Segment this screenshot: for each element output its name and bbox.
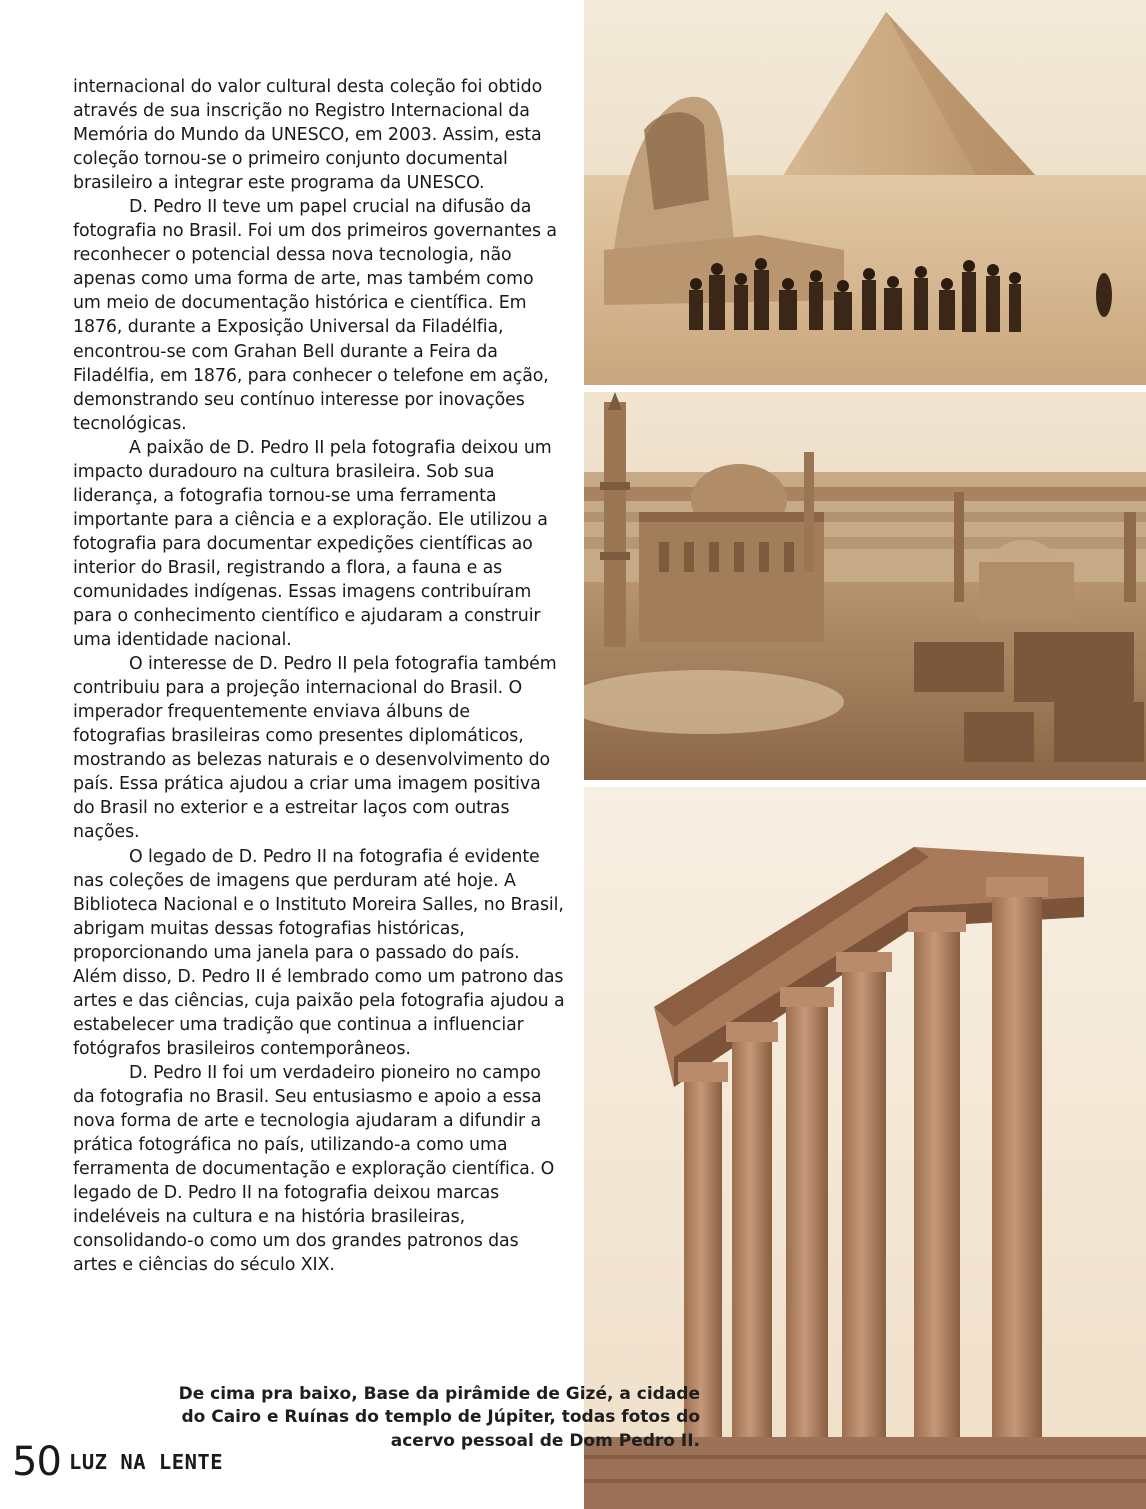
paragraph: internacional do valor cultural desta coleção foi obtido através de sua inscrição no Registro Internacional da Memória do Mundo da UNESCO, em 2003. Assim, esta coleção tornou-se o primeiro conjunto documental brasileiro a integrar este programa da UNESCO. xyxy=(73,77,543,194)
paragraph: D. Pedro II foi um verdadeiro pioneiro no campo da fotografia no Brasil. Seu entusiasmo e apoio a essa nova forma de arte e tecnologia ajudaram a difundir a prática fotográfica no país, utilizando-a como uma ferramenta de documentação e exploração científica. O legado de D. Pedro II na fotografia deixou marcas indeléveis na cultura e na história brasileiras, consolidando-o como um dos grandes patronos das artes e ciências do século XIX. xyxy=(73,1062,555,1276)
photo-caption xyxy=(130,1383,700,1453)
article-body xyxy=(73,75,565,1277)
paragraph: O legado de D. Pedro II na fotografia é evidente nas coleções de imagens que perduram até hoje. A Biblioteca Nacional e o Instituto Moreira Salles, no Brasil, abrigam muitas dessas fotografias históricas, proporcionando uma janela para o passado do país. Além disso, D. Pedro II é lembrado como um patrono das artes e das ciências, cuja paixão pela fotografia ajudou a estabelecer uma tradição que continua a influenciar fotógrafos brasileiros contemporâneos. xyxy=(73,846,565,1059)
paragraph: O interesse de D. Pedro II pela fotografia também contribuiu para a projeção internacional do Brasil. O imperador frequentemente enviava álbuns de fotografias brasileiras como presentes diplomáticos, mostrando as belezas naturais e o desenvolvimento do país. Essa prática ajudou a criar uma imagem positiva do Brasil no exterior e a estreitar laços com outras nações. xyxy=(73,654,557,843)
paragraph: D. Pedro II teve um papel crucial na difusão da fotografia no Brasil. Foi um dos primeiros governantes a reconhecer o potencial dessa nova tecnologia, não apenas como uma forma de arte, mas também como um meio de documentação histórica e científica. Em 1876, durante a Exposição Universal da Filadélfia, encontrou-se com Grahan Bell durante a Feira da Filadélfia, em 1876, para conhecer o telefone em ação, demonstrando seu contínuo interesse por inovações tecnológicas. xyxy=(73,197,557,434)
caption-line: acervo pessoal de Dom Pedro II. xyxy=(390,1430,700,1451)
caption-line: De cima pra baixo, Base da pirâmide de Gizé, a cidade xyxy=(178,1384,700,1404)
page-number: 50 xyxy=(12,1439,61,1485)
photo-giza-sphinx-pyramid xyxy=(584,0,1146,385)
paragraph: A paixão de D. Pedro II pela fotografia deixou um impacto duradouro na cultura brasileira. Sob sua liderança, a fotografia tornou-se uma ferramenta importante para a ciência e a exploração. Ele utilizou a fotografia para documentar expedições científicas ao interior do Brasil, registrando a flora, a fauna e as comunidades indígenas. Essas imagens contribuíram para o conhecimento científico e ajudaram a construir uma identidade nacional. xyxy=(73,437,552,651)
photo-cairo-city xyxy=(584,392,1146,780)
magazine-name: LUZ NA LENTE xyxy=(69,1450,224,1474)
caption-line: do Cairo e Ruínas do templo de Júpiter, todas fotos do xyxy=(181,1407,700,1428)
